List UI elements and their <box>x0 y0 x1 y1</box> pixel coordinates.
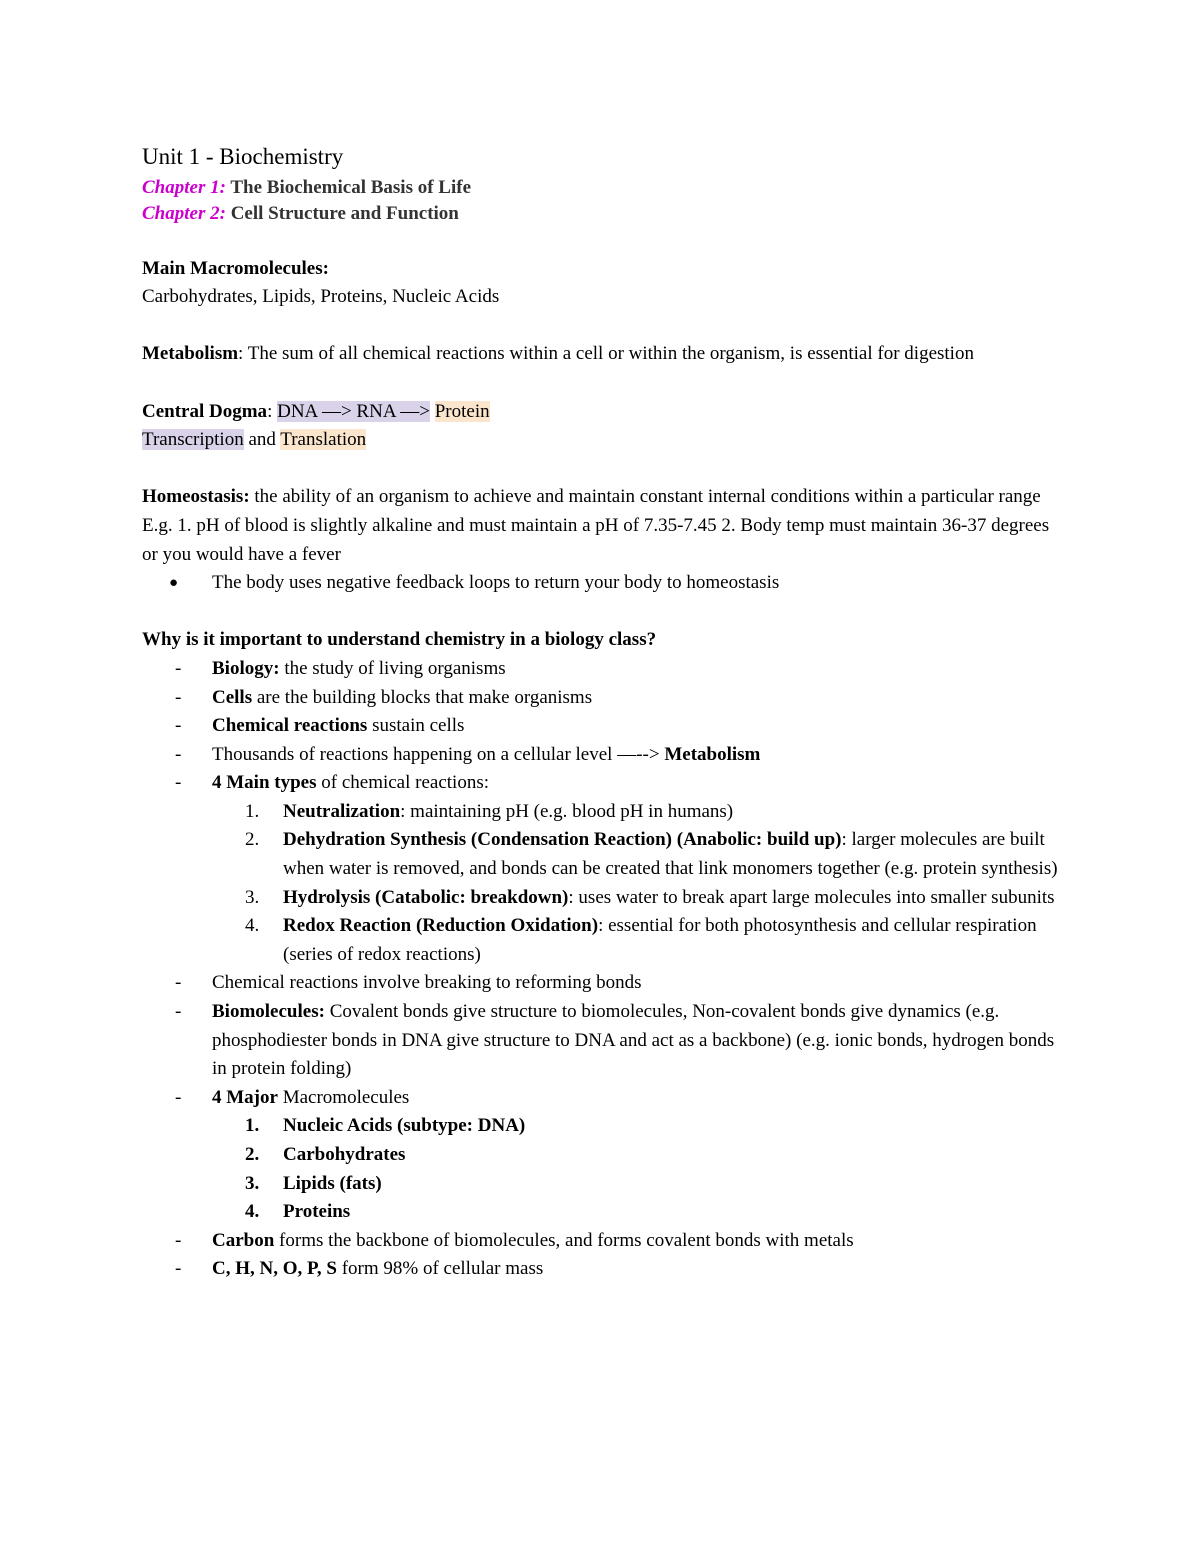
homeostasis-bullet-list <box>142 569 1062 598</box>
biomolecules-term: Biomolecules: <box>212 1001 325 1023</box>
spacer <box>142 226 1062 255</box>
chapter-2-title: Cell Structure and Function <box>225 202 459 224</box>
reaction-term: Hydrolysis (Catabolic: breakdown) <box>283 886 569 908</box>
list-item <box>142 569 1062 598</box>
item-number: 2. <box>245 829 260 851</box>
chapter-1-label: Chapter 1: <box>142 177 226 198</box>
list-item-main-types <box>142 769 1062 969</box>
chapter-2-label: Chapter 2: <box>142 202 226 224</box>
list-item-major-macromolecules <box>142 1084 1062 1227</box>
protein-highlight: Protein <box>434 400 490 422</box>
spacer <box>142 369 1062 398</box>
thousands-text: Thousands of reactions happening on a cellular level —--> <box>212 743 665 765</box>
carbon-text: forms the backbone of biomolecules, and forms covalent bonds with metals <box>274 1229 854 1251</box>
cells-term: Cells <box>212 686 253 708</box>
transcription-highlight: Transcription <box>142 429 244 451</box>
central-dogma-term: Central Dogma <box>142 400 268 422</box>
document-body <box>142 141 1062 1284</box>
item-number: 2. <box>245 1144 260 1165</box>
carbon-term: Carbon <box>212 1229 275 1251</box>
macromolecule-item <box>212 1141 1062 1170</box>
main-types-text: of chemical reactions: <box>316 772 490 794</box>
list-item-biology <box>142 655 1062 684</box>
chemical-reactions-term: Chemical reactions <box>212 715 368 737</box>
macromolecule-name: Carbohydrates <box>283 1144 406 1165</box>
chapter-2-line <box>142 201 1062 227</box>
major-text: Macromolecules <box>277 1086 410 1108</box>
list-item-elements <box>142 1255 1062 1284</box>
page-title: Unit 1 - Biochemistry <box>142 144 344 169</box>
reaction-text: : essential for both photosynthesis and cellular respiration (series of redox reactions) <box>283 915 1037 965</box>
spacer <box>142 455 1062 484</box>
dash-marker: - <box>175 657 182 679</box>
homeostasis-example: E.g. 1. pH of blood is slightly alkaline and must maintain a pH of 7.35-7.45 2. Body temp must maintain 36-37 degrees or you would have a fever <box>142 514 1050 565</box>
chemical-reactions-text: sustain cells <box>367 715 465 737</box>
central-dogma-space <box>430 401 435 422</box>
bonds-text: Chemical reactions involve breaking to reforming bonds <box>212 972 642 994</box>
macromolecule-item <box>212 1112 1062 1141</box>
elements-text: form 98% of cellular mass <box>336 1258 544 1280</box>
chapter-1-title: The Biochemical Basis of Life <box>225 177 471 198</box>
macromolecule-name: Lipids (fats) <box>283 1172 382 1194</box>
macromolecules-heading: Main Macromolecules: <box>142 257 329 279</box>
homeostasis-paragraph <box>142 483 1062 512</box>
list-item-thousands <box>142 741 1062 770</box>
spacer <box>142 598 1062 627</box>
main-types-term: 4 Main types <box>212 772 317 794</box>
list-item-chemical-reactions <box>142 712 1062 741</box>
dash-marker: - <box>175 772 182 794</box>
metabolism-paragraph <box>142 340 1062 369</box>
metabolism-term: Metabolism <box>142 343 239 365</box>
biomolecules-text: Covalent bonds give structure to biomolecules, Non-covalent bonds give dynamics (e.g. phosphodiester bonds in DNA give structure to DNA and act as a backbone) (e.g. ionic bonds, hydrogen bonds in protein folding) <box>212 1001 1055 1080</box>
reaction-item <box>212 826 1062 883</box>
and-text: and <box>243 429 281 451</box>
item-number: 3. <box>245 1172 260 1194</box>
macromolecule-name: Nucleic Acids (subtype: DNA) <box>283 1115 526 1137</box>
reaction-text: : larger molecules are built when water is removed, and bonds can be created that link monomers together (e.g. protein synthesis) <box>283 829 1058 880</box>
central-dogma-line <box>142 398 1062 427</box>
macromolecules-text: Carbohydrates, Lipids, Proteins, Nucleic Acids <box>142 286 500 308</box>
transcription-translation-line <box>142 426 1062 455</box>
item-number: 4. <box>245 1201 260 1223</box>
homeostasis-bullet-text: The body uses negative feedback loops to return your body to homeostasis <box>212 572 780 594</box>
dash-marker: - <box>175 1001 182 1023</box>
reaction-item <box>212 884 1062 913</box>
dash-marker: - <box>175 1229 182 1251</box>
biology-text: the study of living organisms <box>279 657 506 679</box>
macromolecule-item <box>212 1198 1062 1227</box>
item-number: 4. <box>245 915 260 937</box>
major-term: 4 Major <box>212 1086 278 1108</box>
macromolecule-item <box>212 1170 1062 1199</box>
reaction-term: Dehydration Synthesis (Condensation Reaction) (Anabolic: build up) <box>283 829 842 851</box>
dash-marker: - <box>175 972 182 994</box>
homeostasis-term: Homeostasis: <box>142 486 250 508</box>
reaction-types-list <box>212 798 1062 970</box>
chapter-1-line <box>142 175 1062 201</box>
item-number: 3. <box>245 886 260 908</box>
cells-text: are the building blocks that make organisms <box>252 686 593 708</box>
spacer <box>142 312 1062 341</box>
dash-marker: - <box>175 1258 182 1280</box>
reaction-text: : uses water to break apart large molecules into smaller subunits <box>568 886 1055 908</box>
item-number: 1. <box>245 800 260 822</box>
reaction-term: Neutralization <box>283 800 401 822</box>
metabolism-definition: : The sum of all chemical reactions within a cell or within the organism, is essential for digestion <box>238 343 974 365</box>
biology-term: Biology: <box>212 657 280 679</box>
why-chemistry-list <box>142 655 1062 1284</box>
dna-rna-highlight: DNA —> RNA —> <box>277 400 430 422</box>
reaction-item <box>212 798 1062 827</box>
macromolecules-list <box>212 1112 1062 1226</box>
dash-marker: - <box>175 1086 182 1108</box>
central-dogma-separator: : <box>267 400 278 422</box>
dash-marker: - <box>175 715 182 737</box>
dash-marker: - <box>175 686 182 708</box>
homeostasis-definition: the ability of an organism to achieve and maintain constant internal conditions within a particular range <box>249 486 1041 508</box>
metabolism-bold: Metabolism <box>664 743 761 765</box>
reaction-item <box>212 912 1062 969</box>
reaction-text: : maintaining pH (e.g. blood pH in humans) <box>400 800 734 822</box>
elements-term: C, H, N, O, P, S <box>212 1258 337 1280</box>
list-item-biomolecules <box>142 998 1062 1084</box>
dash-marker: - <box>175 743 182 765</box>
translation-highlight: Translation <box>280 429 367 451</box>
macromolecule-name: Proteins <box>283 1201 351 1223</box>
reaction-term: Redox Reaction (Reduction Oxidation) <box>283 915 599 937</box>
why-chemistry-heading: Why is it important to understand chemistry in a biology class? <box>142 629 657 651</box>
list-item-bonds <box>142 969 1062 998</box>
list-item-cells <box>142 684 1062 713</box>
list-item-carbon <box>142 1227 1062 1256</box>
item-number: 1. <box>245 1115 260 1137</box>
